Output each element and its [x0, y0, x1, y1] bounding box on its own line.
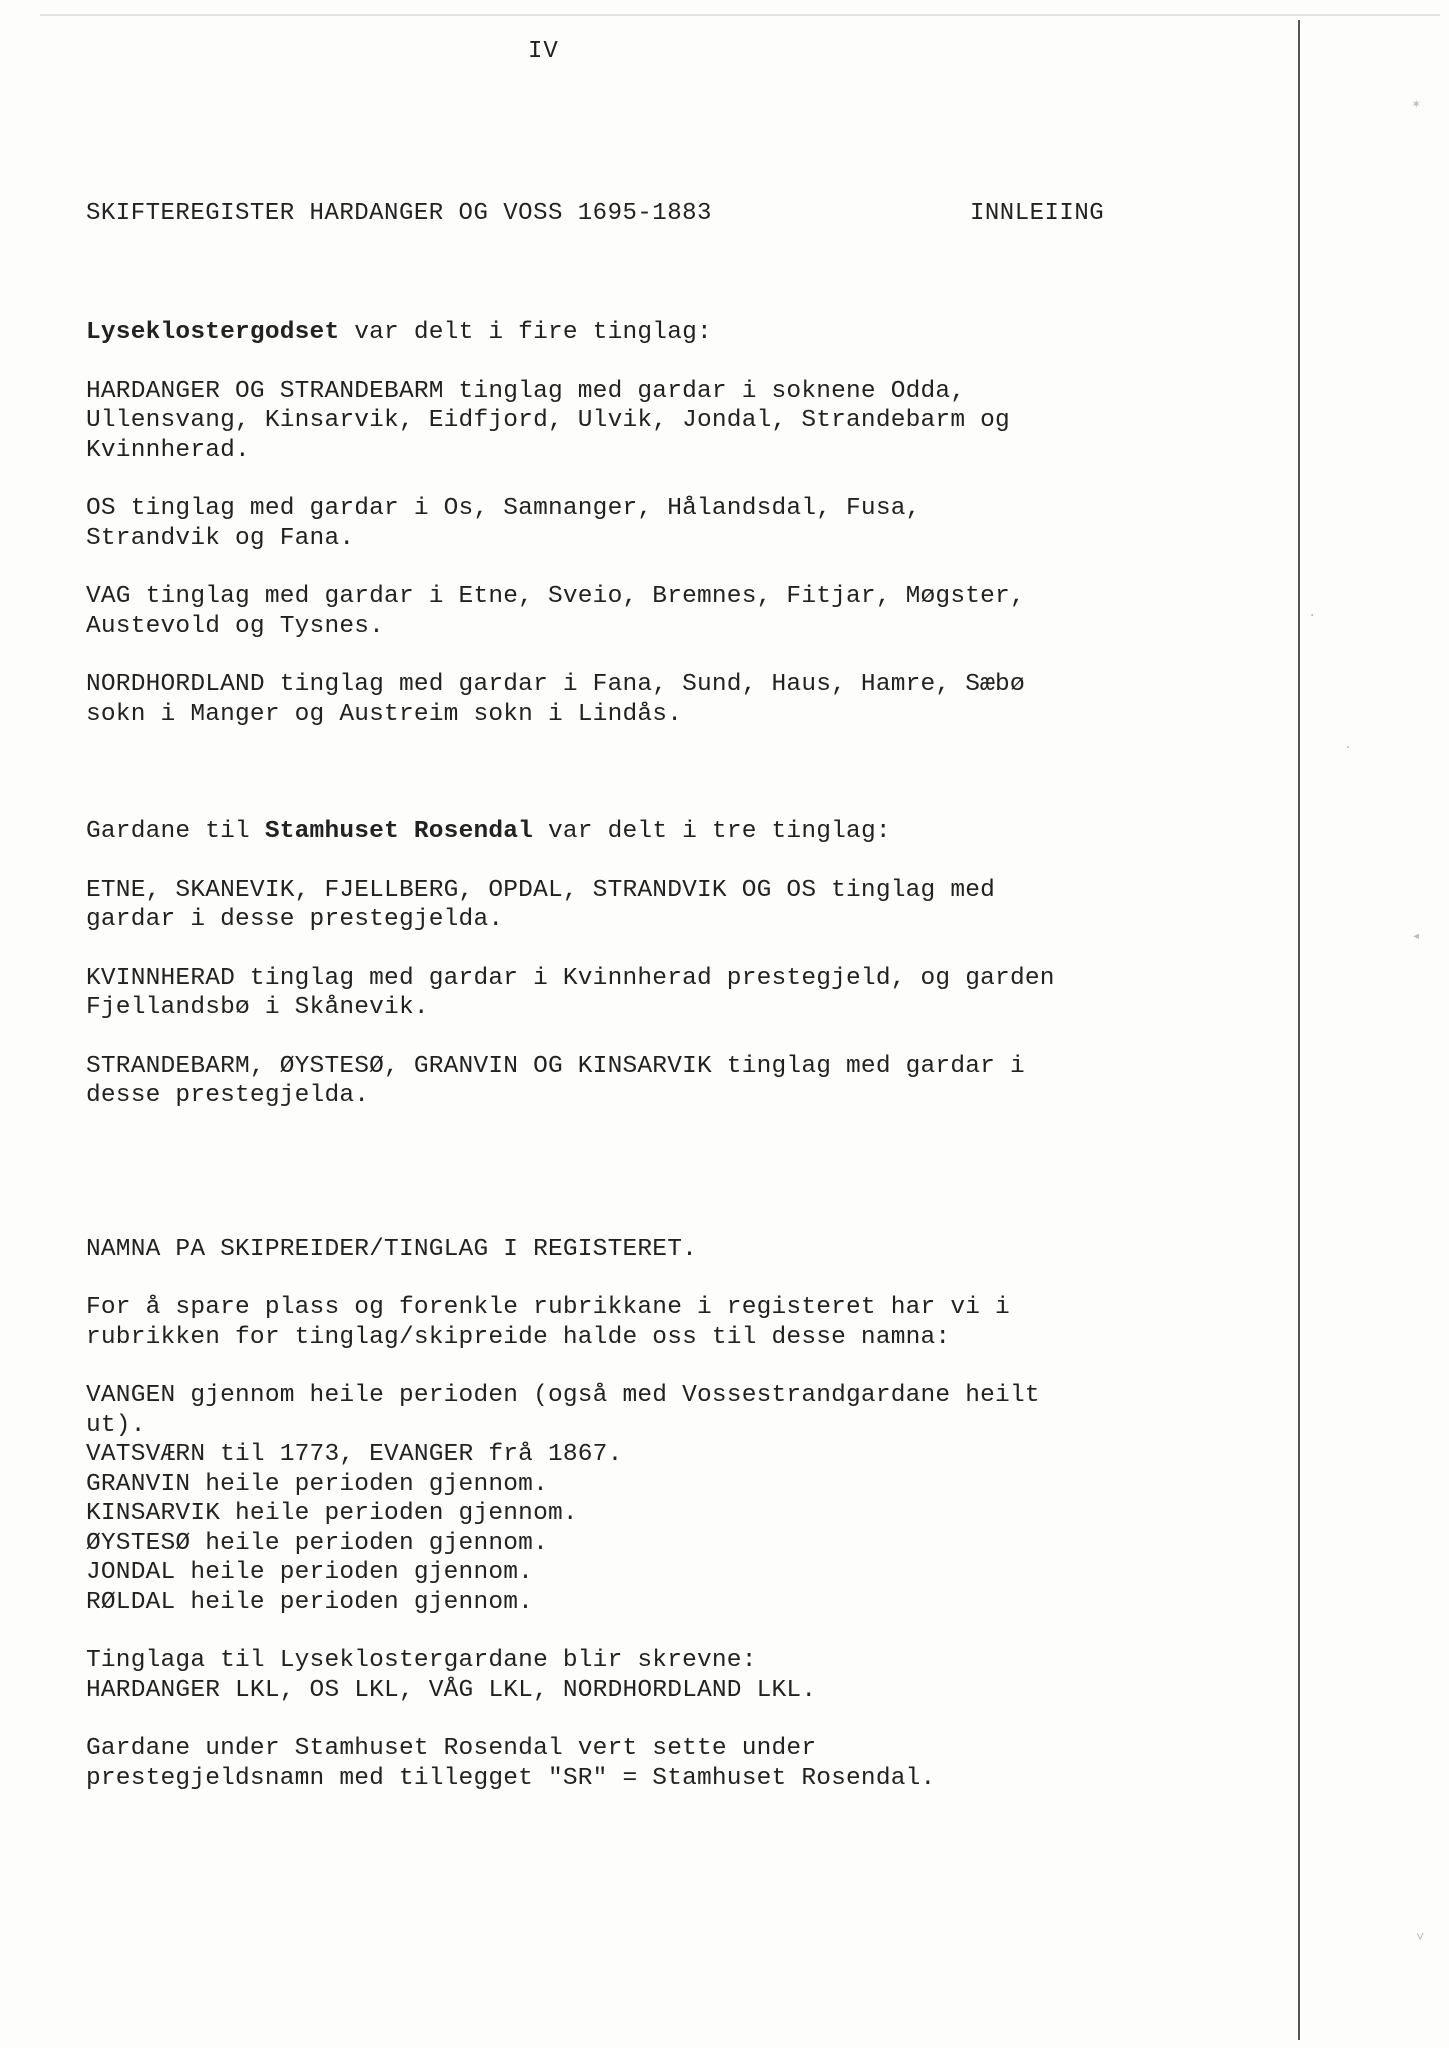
- stamhuset-paragraph-strandebarm: STRANDEBARM, ØYSTESØ, GRANVIN OG KINSARVIK tinglag med gardar i desse prestegjelda.: [86, 1052, 1025, 1109]
- running-header-title: SKIFTEREGISTER HARDANGER OG VOSS 1695-1883: [86, 200, 712, 227]
- namna-list: VANGEN gjennom heile perioden (også med Vossestrandgardane heilt ut). VATSVÆRN til 1773, EVANGER frå 1867. GRANVIN heile perioden gjennom. KINSARVIK heile perioden gjennom. ØYSTESØ heile perioden gjennom. JONDAL heile perioden gjennom. RØLDAL heile perioden gjennom.: [86, 1382, 1040, 1616]
- lyseklosteret-intro: [86, 318, 1286, 348]
- page-top-edge: [40, 14, 1440, 16]
- document-body: [86, 318, 1286, 1793]
- stamhuset-intro-after: var delt i tre tinglag:: [533, 818, 891, 845]
- margin-speck: ✶: [1412, 97, 1421, 113]
- margin-speck: ·: [1344, 740, 1353, 756]
- margin-speck: ◂: [1412, 929, 1421, 945]
- lyseklosteret-paragraph-os: OS tinglag med gardar i Os, Samnanger, Hålandsdal, Fusa, Strandvik og Fana.: [86, 495, 921, 552]
- lyseklosteret-paragraph-hardanger: HARDANGER OG STRANDEBARM tinglag med gardar i soknene Odda, Ullensvang, Kinsarvik, Eidfjord, Ulvik, Jondal, Strandebarm og Kvinnherad.: [86, 377, 1010, 464]
- namna-heading: NAMNA PA SKIPREIDER/TINGLAG I REGISTERET.: [86, 1235, 697, 1263]
- page-number: IV: [528, 38, 559, 65]
- lyseklosteret-paragraph-nordhordland: NORDHORDLAND tinglag med gardar i Fana, Sund, Haus, Hamre, Sæbø sokn i Manger og Austreim sokn i Lindås.: [86, 671, 1025, 728]
- namna-intro: For å spare plass og forenkle rubrikkane i registeret har vi i rubrikken for tinglag/skipreide halde oss til desse namna:: [86, 1294, 1010, 1351]
- margin-speck: ·: [1308, 608, 1317, 624]
- stamhuset-intro-bold: Stamhuset Rosendal: [264, 818, 534, 845]
- lyseklosteret-paragraph-vag: VAG tinglag med gardar i Etne, Sveio, Bremnes, Fitjar, Møgster, Austevold og Tysnes.: [86, 583, 1025, 640]
- stamhuset-paragraph-kvinnherad: KVINNHERAD tinglag med gardar i Kvinnherad prestegjeld, og garden Fjellandsbø i Skånevik.: [86, 964, 1055, 1021]
- running-header-section: INNLEIING: [970, 200, 1105, 227]
- right-margin-rule: [1298, 20, 1300, 2040]
- stamhuset-intro-before: Gardane til: [86, 818, 265, 845]
- lyseklosteret-intro-text: var delt i fire tinglag:: [339, 319, 712, 346]
- stamhuset-paragraph-etne: ETNE, SKANEVIK, FJELLBERG, OPDAL, STRANDVIK OG OS tinglag med gardar i desse prestegjelda.: [86, 876, 996, 933]
- namna-sr: Gardane under Stamhuset Rosendal vert sette under prestegjeldsnamn med tillegget "SR" = Stamhuset Rosendal.: [86, 1735, 936, 1792]
- lyseklosteret-intro-bold: Lyseklostergodset: [86, 319, 340, 346]
- margin-speck: ˅: [1416, 1930, 1425, 1946]
- stamhuset-intro: [86, 817, 1286, 847]
- namna-lkl: Tinglaga til Lyseklostergardane blir skrevne: HARDANGER LKL, OS LKL, VÅG LKL, NORDHORDLAND LKL.: [86, 1647, 817, 1704]
